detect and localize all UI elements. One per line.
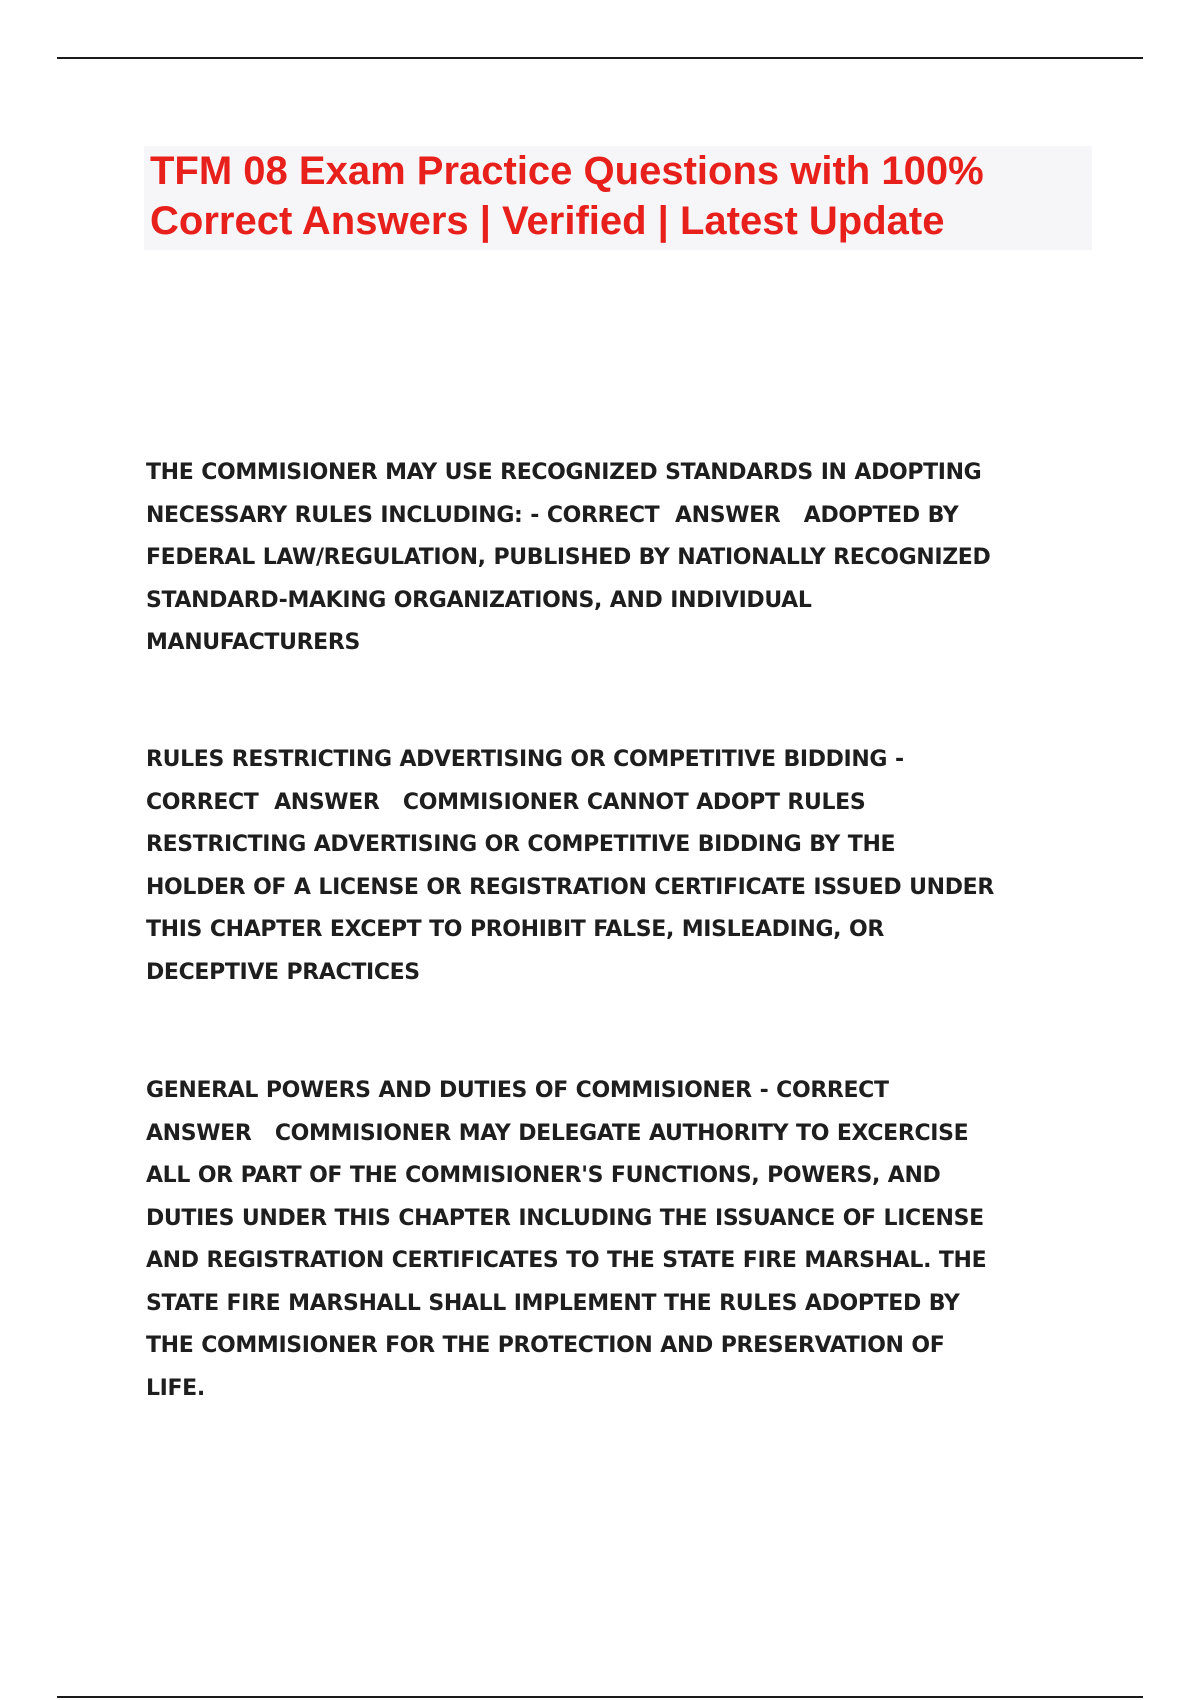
qa-line: FEDERAL LAW/REGULATION, PUBLISHED BY NATIONALLY RECOGNIZED [146,545,991,570]
qa-line: LIFE. [146,1375,205,1401]
title-line-1: TFM 08 Exam Practice Questions with 100% [150,149,984,193]
qa-block-3 [146,1070,1096,1410]
document-title [144,146,1092,250]
qa-block-2 [146,739,1096,994]
qa-line: GENERAL POWERS AND DUTIES OF COMMISIONER - CORRECT [146,1078,889,1103]
qa-line: MANUFACTURERS [146,630,360,655]
qa-line: RULES RESTRICTING ADVERTISING OR COMPETITIVE BIDDING - [146,747,904,772]
qa-line: DECEPTIVE PRACTICES [146,959,420,985]
qa-line: ALL OR PART OF THE COMMISIONER'S FUNCTIONS, POWERS, AND [146,1163,941,1188]
page-bottom-rule [57,1696,1143,1698]
qa-line: THIS CHAPTER EXCEPT TO PROHIBIT FALSE, MISLEADING, OR [146,917,884,942]
title-line-2: Correct Answers | Verified | Latest Update [150,199,945,243]
qa-line: NECESSARY RULES INCLUDING: - CORRECT ANSWER ADOPTED BY [146,502,959,528]
qa-line: HOLDER OF A LICENSE OR REGISTRATION CERTIFICATE ISSUED UNDER [146,874,994,900]
qa-line: STATE FIRE MARSHALL SHALL IMPLEMENT THE RULES ADOPTED BY [146,1290,960,1316]
qa-line: ANSWER COMMISIONER MAY DELEGATE AUTHORITY TO EXCERCISE [146,1120,969,1146]
page-top-rule [57,57,1143,59]
qa-line: THE COMMISIONER MAY USE RECOGNIZED STANDARDS IN ADOPTING [146,460,982,485]
qa-line: THE COMMISIONER FOR THE PROTECTION AND PRESERVATION OF [146,1333,945,1358]
qa-line: CORRECT ANSWER COMMISIONER CANNOT ADOPT RULES [146,789,866,815]
qa-block-1 [146,452,1096,665]
qa-line: DUTIES UNDER THIS CHAPTER INCLUDING THE ISSUANCE OF LICENSE [146,1205,984,1231]
qa-line: STANDARD-MAKING ORGANIZATIONS, AND INDIVIDUAL [146,587,812,613]
qa-line: RESTRICTING ADVERTISING OR COMPETITIVE BIDDING BY THE [146,832,896,857]
qa-line: AND REGISTRATION CERTIFICATES TO THE STATE FIRE MARSHAL. THE [146,1248,987,1273]
